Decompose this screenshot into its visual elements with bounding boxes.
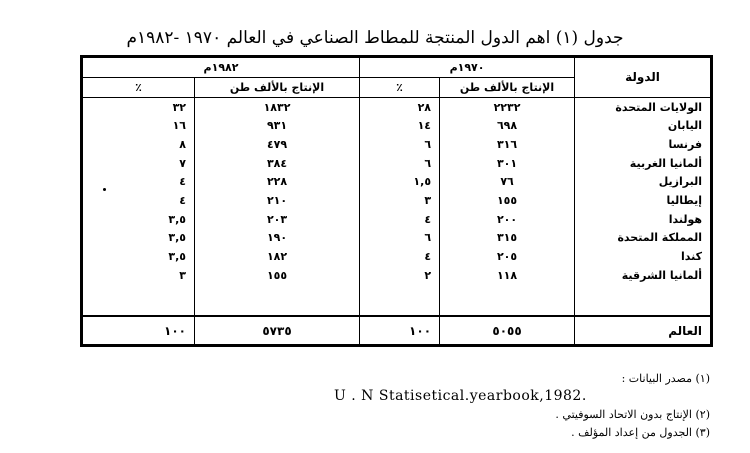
country-name: ألمانيا الشرقية [575,266,712,285]
percent-1970: ٤ [360,247,440,266]
percent-1970: ٢٨ [360,97,440,116]
country-name: إيطاليا [575,191,712,210]
production-1982: ١٨٢ [195,247,360,266]
year-1982-header: ١٩٨٢م [82,57,360,78]
world-production-1970: ٥٠٥٥ [440,316,575,345]
production-1982: ٢٢٨ [195,172,360,191]
country-name: البرازيل [575,172,712,191]
production-1970: ٢٠٠ [440,210,575,229]
percent-1970: ٦ [360,135,440,154]
note-source-text: U . N Statisetical.yearbook,1982. [334,388,587,404]
production-1982: ٩٣١ [195,116,360,135]
percent-1970: ٣ [360,191,440,210]
table-row [82,116,712,135]
percent-1982: ١٦ [82,116,195,135]
country-name: هولندا [575,210,712,229]
percent-1970: ٢ [360,266,440,285]
production-1970: ٧٦ [440,172,575,191]
production-1970: ٣٠١ [440,154,575,173]
country-column-header: الدولة [575,57,712,98]
production-1970: ١٥٥ [440,191,575,210]
table-row [82,247,712,266]
percent-1982: ٣٢ [82,97,195,116]
country-name: فرنسا [575,135,712,154]
table-row [82,172,712,191]
production-1970: ٢٢٣٢ [440,97,575,116]
production-1970: ٢٠٥ [440,247,575,266]
country-name: الولايات المتحدة [575,97,712,116]
production-1982: ٣٨٤ [195,154,360,173]
country-name: كندا [575,247,712,266]
percent-1982: ٣,٥ [82,210,195,229]
production-1970: ٦٩٨ [440,116,575,135]
percent-1982: ٧ [82,154,195,173]
table-title: جدول (١) اهم الدول المنتجة للمطاط الصناعي في العالم ١٩٧٠ -١٩٨٢م [126,28,624,48]
speck-mark [103,188,106,191]
production-1982: ١٨٣٢ [195,97,360,116]
table-row [82,210,712,229]
percent-1982: ٤ [82,172,195,191]
table-row [82,228,712,247]
production-1982-header: الإنتاج بالألف طن [195,77,360,97]
note-2: (٢) الإنتاج بدون الاتحاد السوفيتي . [555,408,710,421]
country-name: اليابان [575,116,712,135]
world-label: العالم [575,316,712,345]
production-1982: ١٥٥ [195,266,360,285]
production-1970-header: الإنتاج بالألف طن [440,77,575,97]
note-3: (٣) الجدول من إعداد المؤلف . [571,426,710,439]
percent-1982: ٣ [82,266,195,285]
rubber-production-table [80,55,713,347]
table-row [82,154,712,173]
production-1982: ٢٠٣ [195,210,360,229]
production-1970: ٣١٥ [440,228,575,247]
percent-1970: ٦ [360,228,440,247]
table-row [82,191,712,210]
note-source-label: (١) مصدر البيانات : [621,372,710,385]
total-row [82,316,712,345]
world-percent-1970: ١٠٠ [360,316,440,345]
percent-1982: ٣,٥ [82,247,195,266]
world-production-1982: ٥٧٣٥ [195,316,360,345]
percent-1970: ٤ [360,210,440,229]
year-1970-header: ١٩٧٠م [360,57,575,78]
country-name: ألمانيا الغربية [575,154,712,173]
percent-1970: ١٤ [360,116,440,135]
production-1982: ٢١٠ [195,191,360,210]
table-row [82,135,712,154]
percent-1982: ٤ [82,191,195,210]
percent-1982: ٣,٥ [82,228,195,247]
production-1982: ١٩٠ [195,228,360,247]
production-1970: ٣١٦ [440,135,575,154]
world-percent-1982: ١٠٠ [82,316,195,345]
percent-1982-header: ٪ [82,77,195,97]
table-row [82,97,712,116]
table-row [82,266,712,285]
production-1982: ٤٧٩ [195,135,360,154]
percent-1982: ٨ [82,135,195,154]
percent-1970: ٦ [360,154,440,173]
country-name: المملكة المتحدة [575,228,712,247]
production-1970: ١١٨ [440,266,575,285]
percent-1970-header: ٪ [360,77,440,97]
spacer-row [82,284,712,316]
percent-1970: ١,٥ [360,172,440,191]
